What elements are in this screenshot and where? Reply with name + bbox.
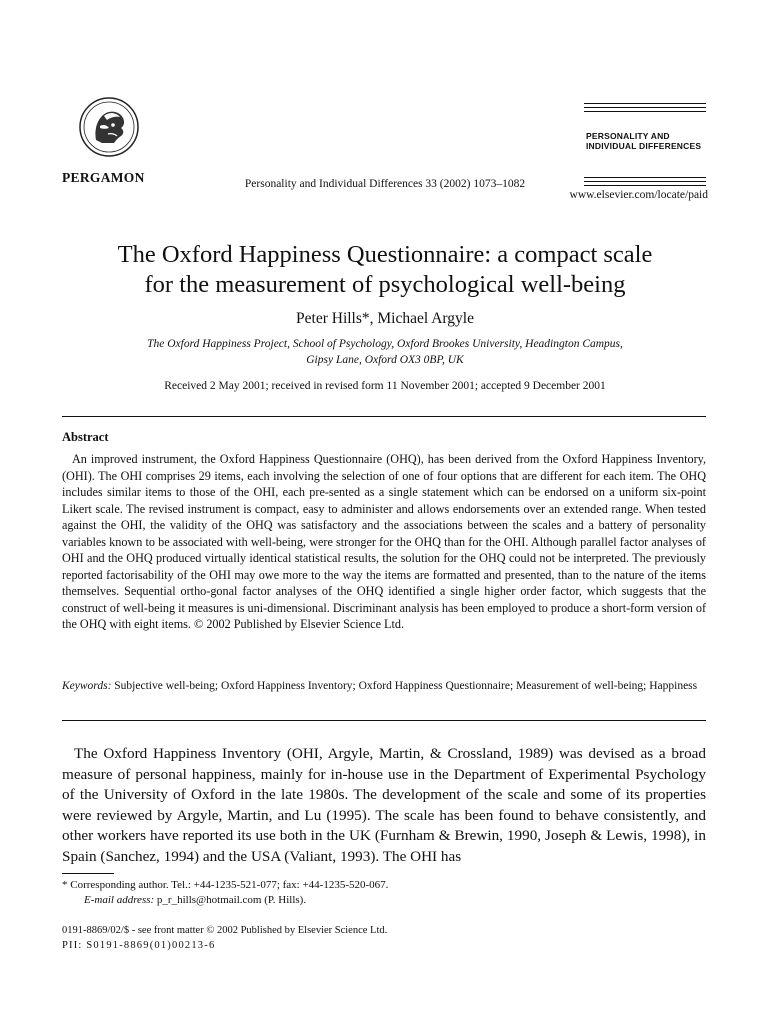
- front-matter: [62, 923, 387, 953]
- affiliation-line-2: Gipsy Lane, Oxford OX3 0BP, UK: [306, 354, 464, 366]
- email-address[interactable]: p_r_hills@hotmail.com (P. Hills).: [156, 894, 307, 906]
- journal-name: [586, 131, 701, 151]
- journal-name-line-2: INDIVIDUAL DIFFERENCES: [586, 141, 702, 151]
- author-affiliation: [0, 336, 770, 368]
- pergamon-logo-icon: [78, 96, 140, 158]
- article-title-line-1: The Oxford Happiness Questionnaire: a compact scale: [117, 241, 653, 268]
- article-title-line-2: for the measurement of psychological well-being: [144, 271, 626, 298]
- publisher-name: PERGAMON: [62, 170, 145, 185]
- journal-footer-rules: [584, 177, 706, 189]
- journal-citation: Personality and Individual Differences 33 (2002) 1073–1082: [244, 178, 526, 190]
- issn-line: 0191-8869/02/$ - see front matter © 2002 Published by Elsevier Science Ltd.: [62, 925, 388, 936]
- received-dates: Received 2 May 2001; received in revised form 11 November 2001; accepted 9 December 2001: [164, 380, 606, 392]
- footnote-rule: [62, 873, 114, 874]
- pii-line: PII: S0191-8869(01)00213-6: [62, 940, 216, 951]
- keywords-label: Keywords:: [62, 680, 112, 692]
- footnote: [62, 878, 388, 908]
- abstract-top-rule: [62, 416, 706, 417]
- email-label: E-mail address:: [84, 894, 155, 906]
- abstract-bottom-rule: [62, 720, 706, 721]
- article-authors: Peter Hills*, Michael Argyle: [296, 310, 474, 327]
- keywords: [62, 678, 706, 694]
- journal-name-line-1: PERSONALITY AND: [586, 131, 670, 141]
- body-paragraph: The Oxford Happiness Inventory (OHI, Argyle, Martin, & Crossland, 1989) was devised as a broad measure of personal happiness, mainly for in-house use in the Department of Experimental Psychology of the University of Oxford in the late 1980s. The development of the scale and some of its properties were reviewed by Argyle, Martin, and Lu (1995). The scale has been found to behave consistently, and other workers have reported its use both in the UK (Furnham & Brewin, 1990, Joseph & Lewis, 1998), in Spain (Sanchez, 1994) and the USA (Valiant, 1993). The OHI has: [62, 745, 706, 865]
- journal-url-link[interactable]: www.elsevier.com/locate/paid: [569, 189, 708, 201]
- corresponding-author-note: * Corresponding author. Tel.: +44-1235-521-077; fax: +44-1235-520-067.: [62, 879, 389, 891]
- abstract-heading: Abstract: [62, 430, 109, 444]
- journal-header-rules: [584, 103, 706, 115]
- article-title: [0, 240, 770, 300]
- abstract-text: An improved instrument, the Oxford Happiness Questionnaire (OHQ), has been derived from the Oxford Happiness Inventory, (OHI). The OHI comprises 29 items, each involving the selection of one of four options that are different for each item. The OHQ includes similar items to those of the OHI, each pre-sented as a single statement which can be endorsed on a uniform six-point Likert scale. The revised instrument is compact, easy to administer and allows endorsements over an extended range. When tested against the OHI, the validity of the OHQ was satisfactory and the associations between the scales and a battery of personality variables known to be associated with well-being, were stronger for the OHQ than for the OHI. Although parallel factor analyses of OHI and the OHQ produced virtually identical statistical results, the solution for the OHQ could not be interpreted. The previously reported factorisability of the OHI may owe more to the way the items are formatted and presented, than to the nature of the items themselves. Sequential ortho-gonal factor analyses of the OHQ identified a single higher order factor, which suggests that the construct of well-being it measures is uni-dimensional. Discriminant analysis has been employed to produce a short-form version of the OHQ with eight items. © 2002 Published by Elsevier Science Ltd.: [62, 452, 706, 631]
- email-line: [62, 893, 388, 908]
- affiliation-line-1: The Oxford Happiness Project, School of Psychology, Oxford Brookes University, Headington Campus,: [147, 338, 623, 350]
- keywords-list: Subjective well-being; Oxford Happiness Inventory; Oxford Happiness Questionnaire; Measurement of well-being; Happiness: [114, 680, 698, 692]
